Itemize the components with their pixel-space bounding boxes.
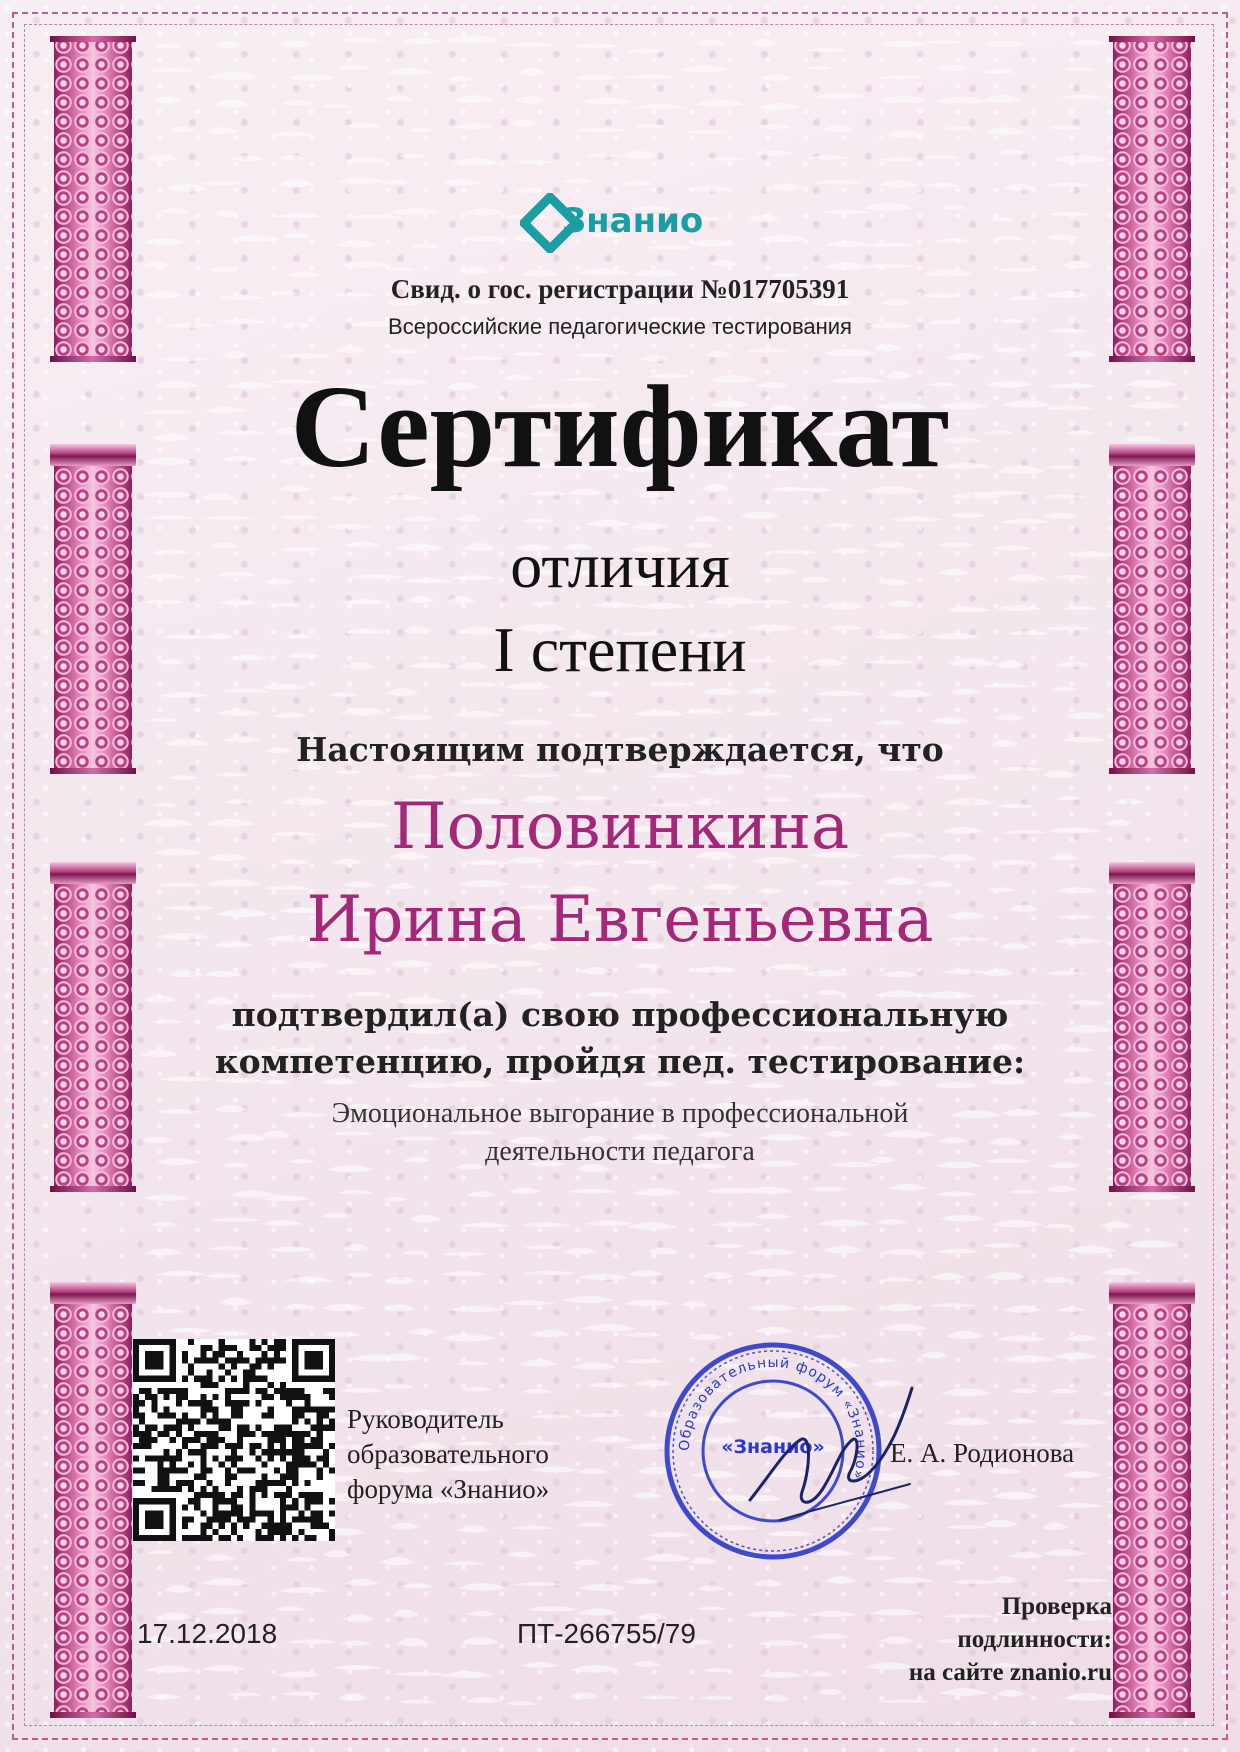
stamp-center-text: «Знанио» — [721, 1436, 825, 1458]
verify-line-3: на сайте znanio.ru — [908, 1659, 1112, 1686]
certificate-number: ПТ-266755/79 — [517, 1618, 696, 1649]
body-line-1: подтвердил(а) свою профессиональную — [231, 995, 1009, 1034]
recipient-surname: Половинкина — [390, 790, 850, 864]
stamp-ring-text: Образовательный форум «Знанио» — [676, 1354, 870, 1482]
logo-text: Знанио — [562, 201, 704, 241]
subtitle: Всероссийские педагогические тестирования — [388, 314, 852, 339]
degree-line-1: отличия — [510, 530, 730, 601]
leader-line-1: Руководитель — [347, 1404, 504, 1434]
body-line-2: компетенцию, пройдя пед. тестирование: — [214, 1042, 1026, 1081]
verify-line-1: Проверка — [1001, 1593, 1112, 1620]
confirm-text: Настоящим подтверждается, что — [296, 730, 944, 769]
degree-line-2: I степени — [493, 614, 747, 685]
certificate-title: Сертификат — [290, 361, 950, 492]
test-topic-line-2: деятельности педагога — [485, 1136, 755, 1167]
signer-name: Е. А. Родионова — [890, 1438, 1075, 1468]
verification-note — [909, 1590, 1112, 1689]
qr-code-icon — [133, 1339, 335, 1541]
leader-title — [347, 1402, 549, 1507]
verify-line-2: подлинности: — [957, 1626, 1112, 1653]
recipient-given-name: Ирина Евгеньевна — [306, 883, 934, 957]
znanio-logo — [520, 193, 720, 253]
issue-date: 17.12.2018 — [137, 1618, 278, 1649]
leader-line-2: образовательного — [347, 1439, 549, 1469]
test-topic-line-1: Эмоциональное выгорание в профессиональной — [331, 1098, 909, 1129]
registration-number: Свид. о гос. регистрации №017705391 — [390, 274, 850, 304]
leader-line-3: форума «Знанио» — [347, 1474, 550, 1504]
